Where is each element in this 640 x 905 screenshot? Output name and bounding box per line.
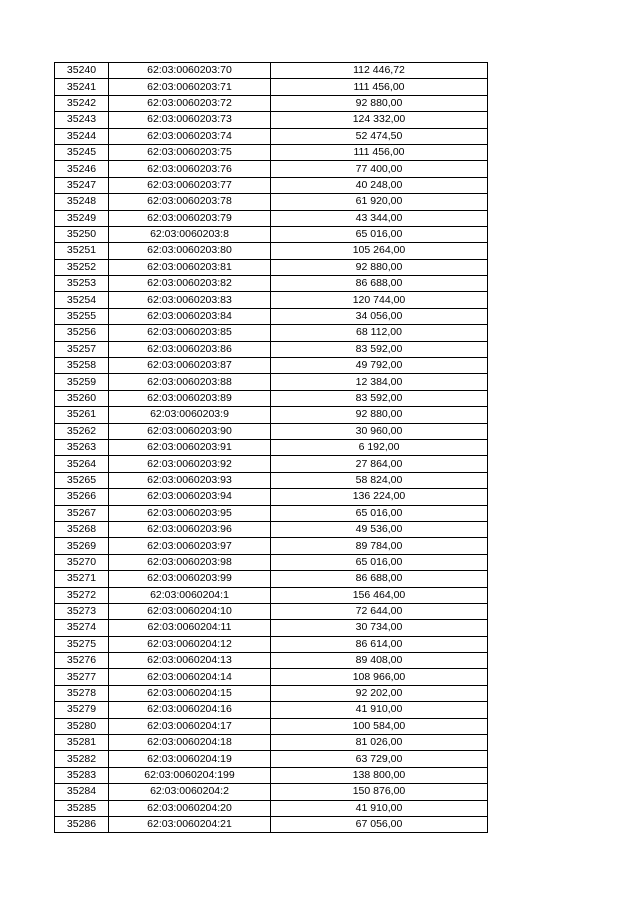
cadastral-value-cell: 65 016,00 (271, 554, 488, 570)
cadastral-number-cell: 62:03:0060203:97 (109, 538, 271, 554)
cadastral-value-cell: 138 800,00 (271, 767, 488, 783)
cadastral-number-cell: 62:03:0060203:90 (109, 423, 271, 439)
cadastral-number-cell: 62:03:0060203:80 (109, 243, 271, 259)
row-number-cell: 35282 (55, 751, 109, 767)
row-number-cell: 35242 (55, 95, 109, 111)
row-number-cell: 35261 (55, 407, 109, 423)
row-number-cell: 35270 (55, 554, 109, 570)
row-number-cell: 35262 (55, 423, 109, 439)
table-row (55, 702, 488, 718)
cadastral-number-cell: 62:03:0060203:92 (109, 456, 271, 472)
cadastral-number-cell: 62:03:0060203:85 (109, 325, 271, 341)
row-number-cell: 35249 (55, 210, 109, 226)
table-row (55, 718, 488, 734)
table-row (55, 767, 488, 783)
table-row (55, 374, 488, 390)
table-row (55, 538, 488, 554)
cadastral-number-cell: 62:03:0060204:199 (109, 767, 271, 783)
table-row (55, 751, 488, 767)
row-number-cell: 35265 (55, 472, 109, 488)
cadastral-value-cell: 12 384,00 (271, 374, 488, 390)
cadastral-number-cell: 62:03:0060203:93 (109, 472, 271, 488)
cadastral-value-cell: 100 584,00 (271, 718, 488, 734)
cadastral-value-cell: 40 248,00 (271, 177, 488, 193)
cadastral-number-cell: 62:03:0060203:79 (109, 210, 271, 226)
cadastral-value-cell: 89 784,00 (271, 538, 488, 554)
cadastral-value-cell: 72 644,00 (271, 603, 488, 619)
table-row (55, 210, 488, 226)
cadastral-number-cell: 62:03:0060203:73 (109, 112, 271, 128)
row-number-cell: 35253 (55, 276, 109, 292)
row-number-cell: 35247 (55, 177, 109, 193)
cadastral-number-cell: 62:03:0060203:94 (109, 489, 271, 505)
cadastral-number-cell: 62:03:0060203:70 (109, 63, 271, 79)
cadastral-value-cell: 65 016,00 (271, 505, 488, 521)
cadastral-value-cell: 83 592,00 (271, 341, 488, 357)
cadastral-value-cell: 81 026,00 (271, 735, 488, 751)
row-number-cell: 35250 (55, 226, 109, 242)
cadastral-number-cell: 62:03:0060203:83 (109, 292, 271, 308)
table-row (55, 456, 488, 472)
cadastral-number-cell: 62:03:0060204:15 (109, 685, 271, 701)
cadastral-number-cell: 62:03:0060204:18 (109, 735, 271, 751)
row-number-cell: 35268 (55, 521, 109, 537)
cadastral-number-cell: 62:03:0060203:76 (109, 161, 271, 177)
row-number-cell: 35263 (55, 439, 109, 455)
row-number-cell: 35259 (55, 374, 109, 390)
cadastral-value-cell: 63 729,00 (271, 751, 488, 767)
cadastral-value-cell: 58 824,00 (271, 472, 488, 488)
cadastral-value-cell: 124 332,00 (271, 112, 488, 128)
row-number-cell: 35275 (55, 636, 109, 652)
table-row (55, 407, 488, 423)
cadastral-value-cell: 92 202,00 (271, 685, 488, 701)
cadastral-number-cell: 62:03:0060204:17 (109, 718, 271, 734)
table-row (55, 276, 488, 292)
cadastral-number-cell: 62:03:0060203:77 (109, 177, 271, 193)
cadastral-value-cell: 89 408,00 (271, 653, 488, 669)
table-row (55, 505, 488, 521)
cadastral-number-cell: 62:03:0060204:14 (109, 669, 271, 685)
cadastral-value-cell: 111 456,00 (271, 144, 488, 160)
table-row (55, 79, 488, 95)
row-number-cell: 35271 (55, 571, 109, 587)
cadastral-value-cell: 68 112,00 (271, 325, 488, 341)
cadastral-number-cell: 62:03:0060203:75 (109, 144, 271, 160)
row-number-cell: 35281 (55, 735, 109, 751)
row-number-cell: 35277 (55, 669, 109, 685)
cadastral-value-table (54, 62, 488, 833)
table-row (55, 489, 488, 505)
row-number-cell: 35284 (55, 784, 109, 800)
row-number-cell: 35256 (55, 325, 109, 341)
row-number-cell: 35246 (55, 161, 109, 177)
table-row (55, 784, 488, 800)
cadastral-value-cell: 77 400,00 (271, 161, 488, 177)
table-row (55, 144, 488, 160)
cadastral-number-cell: 62:03:0060203:74 (109, 128, 271, 144)
cadastral-value-cell: 105 264,00 (271, 243, 488, 259)
row-number-cell: 35269 (55, 538, 109, 554)
table-row (55, 439, 488, 455)
row-number-cell: 35279 (55, 702, 109, 718)
cadastral-number-cell: 62:03:0060204:1 (109, 587, 271, 603)
cadastral-value-cell: 61 920,00 (271, 194, 488, 210)
table-row (55, 308, 488, 324)
row-number-cell: 35254 (55, 292, 109, 308)
cadastral-value-cell: 111 456,00 (271, 79, 488, 95)
cadastral-number-cell: 62:03:0060203:82 (109, 276, 271, 292)
table-row (55, 653, 488, 669)
table-row (55, 571, 488, 587)
cadastral-value-cell: 67 056,00 (271, 816, 488, 832)
row-number-cell: 35266 (55, 489, 109, 505)
cadastral-number-cell: 62:03:0060203:72 (109, 95, 271, 111)
row-number-cell: 35272 (55, 587, 109, 603)
cadastral-number-cell: 62:03:0060203:9 (109, 407, 271, 423)
cadastral-value-cell: 83 592,00 (271, 390, 488, 406)
cadastral-number-cell: 62:03:0060204:10 (109, 603, 271, 619)
cadastral-number-cell: 62:03:0060203:78 (109, 194, 271, 210)
table-row (55, 226, 488, 242)
table-row (55, 325, 488, 341)
row-number-cell: 35251 (55, 243, 109, 259)
cadastral-number-cell: 62:03:0060203:81 (109, 259, 271, 275)
table-row (55, 800, 488, 816)
table-row (55, 259, 488, 275)
cadastral-number-cell: 62:03:0060204:13 (109, 653, 271, 669)
table-row (55, 63, 488, 79)
table-row (55, 685, 488, 701)
row-number-cell: 35257 (55, 341, 109, 357)
row-number-cell: 35252 (55, 259, 109, 275)
cadastral-value-cell: 156 464,00 (271, 587, 488, 603)
cadastral-value-cell: 92 880,00 (271, 95, 488, 111)
row-number-cell: 35240 (55, 63, 109, 79)
table-row (55, 161, 488, 177)
cadastral-value-cell: 65 016,00 (271, 226, 488, 242)
cadastral-value-cell: 86 688,00 (271, 276, 488, 292)
cadastral-number-cell: 62:03:0060204:20 (109, 800, 271, 816)
cadastral-value-cell: 136 224,00 (271, 489, 488, 505)
row-number-cell: 35267 (55, 505, 109, 521)
cadastral-value-cell: 108 966,00 (271, 669, 488, 685)
cadastral-number-cell: 62:03:0060204:11 (109, 620, 271, 636)
row-number-cell: 35241 (55, 79, 109, 95)
row-number-cell: 35264 (55, 456, 109, 472)
cadastral-number-cell: 62:03:0060203:91 (109, 439, 271, 455)
cadastral-value-cell: 49 792,00 (271, 358, 488, 374)
table-row (55, 636, 488, 652)
cadastral-number-cell: 62:03:0060203:87 (109, 358, 271, 374)
table-row (55, 341, 488, 357)
cadastral-value-cell: 92 880,00 (271, 259, 488, 275)
cadastral-value-cell: 34 056,00 (271, 308, 488, 324)
cadastral-number-cell: 62:03:0060203:96 (109, 521, 271, 537)
table-body (55, 63, 488, 833)
table-row (55, 358, 488, 374)
cadastral-value-cell: 6 192,00 (271, 439, 488, 455)
cadastral-value-cell: 86 688,00 (271, 571, 488, 587)
table-row (55, 472, 488, 488)
table-row (55, 735, 488, 751)
table-row (55, 669, 488, 685)
cadastral-number-cell: 62:03:0060204:16 (109, 702, 271, 718)
cadastral-number-cell: 62:03:0060203:99 (109, 571, 271, 587)
table-row (55, 423, 488, 439)
row-number-cell: 35260 (55, 390, 109, 406)
table-row (55, 603, 488, 619)
table-row (55, 177, 488, 193)
row-number-cell: 35243 (55, 112, 109, 128)
table-row (55, 128, 488, 144)
cadastral-number-cell: 62:03:0060203:98 (109, 554, 271, 570)
row-number-cell: 35286 (55, 816, 109, 832)
table-row (55, 243, 488, 259)
cadastral-number-cell: 62:03:0060203:89 (109, 390, 271, 406)
row-number-cell: 35283 (55, 767, 109, 783)
table-row (55, 292, 488, 308)
cadastral-number-cell: 62:03:0060203:88 (109, 374, 271, 390)
cadastral-value-cell: 43 344,00 (271, 210, 488, 226)
row-number-cell: 35273 (55, 603, 109, 619)
cadastral-value-cell: 41 910,00 (271, 702, 488, 718)
cadastral-number-cell: 62:03:0060203:95 (109, 505, 271, 521)
table-row (55, 587, 488, 603)
cadastral-value-cell: 30 734,00 (271, 620, 488, 636)
cadastral-value-cell: 86 614,00 (271, 636, 488, 652)
table-row (55, 816, 488, 832)
table-row (55, 521, 488, 537)
row-number-cell: 35255 (55, 308, 109, 324)
row-number-cell: 35274 (55, 620, 109, 636)
table-row (55, 554, 488, 570)
row-number-cell: 35248 (55, 194, 109, 210)
row-number-cell: 35258 (55, 358, 109, 374)
row-number-cell: 35285 (55, 800, 109, 816)
cadastral-value-cell: 92 880,00 (271, 407, 488, 423)
cadastral-number-cell: 62:03:0060204:19 (109, 751, 271, 767)
cadastral-number-cell: 62:03:0060203:86 (109, 341, 271, 357)
cadastral-value-cell: 49 536,00 (271, 521, 488, 537)
row-number-cell: 35245 (55, 144, 109, 160)
table-row (55, 390, 488, 406)
cadastral-value-cell: 112 446,72 (271, 63, 488, 79)
cadastral-value-cell: 52 474,50 (271, 128, 488, 144)
cadastral-value-cell: 120 744,00 (271, 292, 488, 308)
cadastral-number-cell: 62:03:0060204:2 (109, 784, 271, 800)
cadastral-value-cell: 30 960,00 (271, 423, 488, 439)
cadastral-value-cell: 27 864,00 (271, 456, 488, 472)
table-row (55, 620, 488, 636)
cadastral-number-cell: 62:03:0060204:12 (109, 636, 271, 652)
row-number-cell: 35244 (55, 128, 109, 144)
row-number-cell: 35276 (55, 653, 109, 669)
row-number-cell: 35278 (55, 685, 109, 701)
cadastral-value-cell: 150 876,00 (271, 784, 488, 800)
table-row (55, 194, 488, 210)
row-number-cell: 35280 (55, 718, 109, 734)
cadastral-number-cell: 62:03:0060203:84 (109, 308, 271, 324)
cadastral-value-cell: 41 910,00 (271, 800, 488, 816)
cadastral-number-cell: 62:03:0060204:21 (109, 816, 271, 832)
table-row (55, 112, 488, 128)
cadastral-number-cell: 62:03:0060203:8 (109, 226, 271, 242)
table-row (55, 95, 488, 111)
cadastral-number-cell: 62:03:0060203:71 (109, 79, 271, 95)
